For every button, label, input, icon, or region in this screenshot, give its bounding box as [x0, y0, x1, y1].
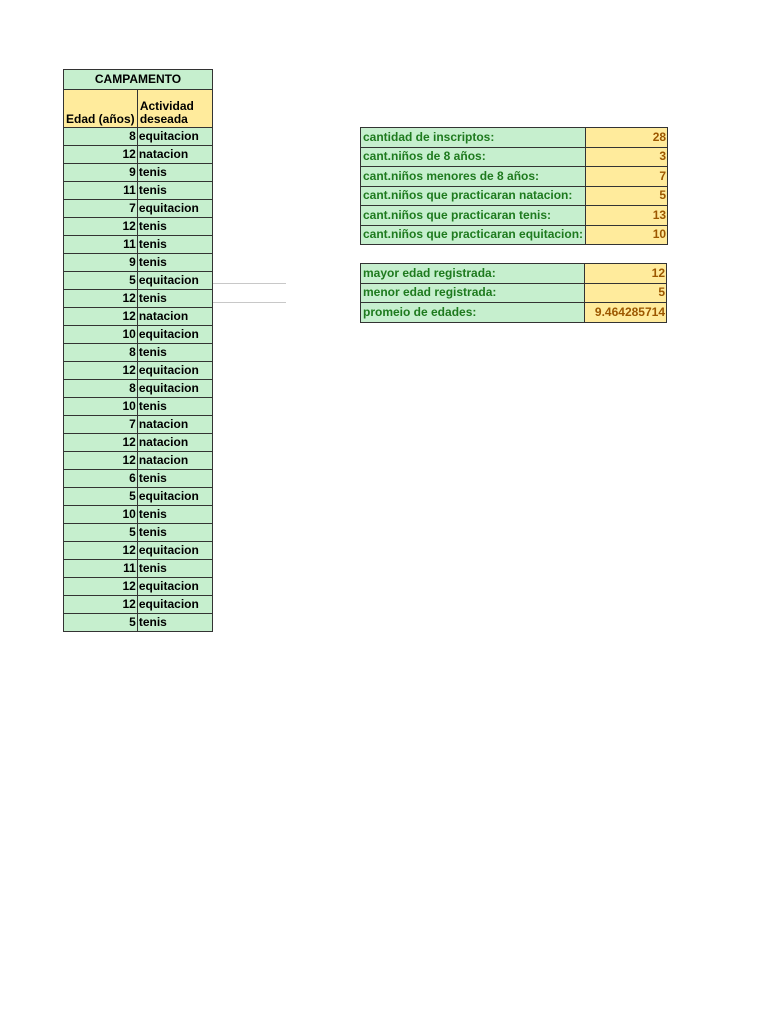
stats-row [361, 167, 668, 187]
stats-row [361, 186, 668, 206]
header-activity-line1: Actividad [139, 99, 194, 113]
activity-cell[interactable]: tenis [137, 236, 212, 254]
table-row [64, 434, 213, 452]
age-cell[interactable]: 8 [64, 128, 138, 146]
activity-cell[interactable]: tenis [137, 470, 212, 488]
age-cell[interactable]: 8 [64, 380, 138, 398]
table-row [64, 200, 213, 218]
activity-cell[interactable]: tenis [137, 254, 212, 272]
age-cell[interactable]: 12 [64, 578, 138, 596]
age-cell[interactable]: 5 [64, 272, 138, 290]
age-cell[interactable]: 10 [64, 506, 138, 524]
age-cell[interactable]: 11 [64, 560, 138, 578]
stat-value-cell[interactable]: 28 [586, 128, 668, 148]
table-row [64, 308, 213, 326]
activity-cell[interactable]: equitacion [137, 362, 212, 380]
table-row [64, 506, 213, 524]
table-row [64, 560, 213, 578]
gridline [213, 283, 286, 284]
age-cell[interactable]: 12 [64, 542, 138, 560]
header-row [64, 90, 213, 128]
stats-table-ages [360, 263, 667, 323]
stat-value-cell[interactable]: 12 [585, 264, 667, 284]
activity-cell[interactable]: tenis [137, 398, 212, 416]
stat-value-cell[interactable]: 7 [586, 167, 668, 187]
activity-cell[interactable]: equitacion [137, 272, 212, 290]
stat-value-cell[interactable]: 5 [585, 283, 667, 303]
stat-value-cell[interactable]: 9.464285714 [585, 303, 667, 323]
stats-row [361, 147, 668, 167]
activity-cell[interactable]: tenis [137, 614, 212, 632]
stat-label-cell[interactable]: mayor edad registrada: [361, 264, 585, 284]
table-row [64, 452, 213, 470]
header-age[interactable]: Edad (años) [64, 90, 138, 128]
table-row [64, 380, 213, 398]
table-row [64, 614, 213, 632]
age-cell[interactable]: 12 [64, 308, 138, 326]
stat-label-cell[interactable]: promeio de edades: [361, 303, 585, 323]
activity-cell[interactable]: natacion [137, 452, 212, 470]
table-row [64, 182, 213, 200]
age-cell[interactable]: 5 [64, 488, 138, 506]
table-row [64, 542, 213, 560]
activity-cell[interactable]: tenis [137, 344, 212, 362]
stat-label-cell[interactable]: cant.niños que practicaran equitacion: [361, 225, 586, 245]
header-activity[interactable] [137, 90, 212, 128]
table-row [64, 416, 213, 434]
table-row [64, 326, 213, 344]
table-row [64, 254, 213, 272]
stat-label-cell[interactable]: cantidad de inscriptos: [361, 128, 586, 148]
activity-cell[interactable]: natacion [137, 434, 212, 452]
stats-row [361, 225, 668, 245]
activity-cell[interactable]: tenis [137, 164, 212, 182]
table-row [64, 128, 213, 146]
table-row [64, 236, 213, 254]
table-row [64, 470, 213, 488]
stat-label-cell[interactable]: cant.niños menores de 8 años: [361, 167, 586, 187]
table-row [64, 344, 213, 362]
table-title[interactable]: CAMPAMENTO [64, 70, 213, 90]
activity-cell[interactable]: equitacion [137, 578, 212, 596]
stat-label-cell[interactable]: cant.niños que practicaran natacion: [361, 186, 586, 206]
activity-cell[interactable]: equitacion [137, 200, 212, 218]
stats-row [361, 303, 667, 323]
stat-value-cell[interactable]: 5 [586, 186, 668, 206]
stats-row [361, 283, 667, 303]
stat-label-cell[interactable]: cant.niños que practicaran tenis: [361, 206, 586, 226]
stats-row [361, 264, 667, 284]
activity-cell[interactable]: equitacion [137, 128, 212, 146]
campamento-table [63, 69, 213, 632]
stats-table-counts [360, 127, 668, 245]
activity-cell[interactable]: tenis [137, 290, 212, 308]
age-cell[interactable]: 12 [64, 596, 138, 614]
activity-cell[interactable]: tenis [137, 524, 212, 542]
age-cell[interactable]: 5 [64, 614, 138, 632]
table-row [64, 398, 213, 416]
table-row [64, 362, 213, 380]
activity-cell[interactable]: natacion [137, 308, 212, 326]
age-cell[interactable]: 7 [64, 200, 138, 218]
age-cell[interactable]: 8 [64, 344, 138, 362]
stats-row [361, 128, 668, 148]
table-title-row [64, 70, 213, 90]
header-activity-line2: deseada [139, 112, 188, 126]
age-cell[interactable]: 12 [64, 146, 138, 164]
age-cell[interactable]: 6 [64, 470, 138, 488]
activity-cell[interactable]: tenis [137, 506, 212, 524]
stat-label-cell[interactable]: cant.niños de 8 años: [361, 147, 586, 167]
age-cell[interactable]: 12 [64, 452, 138, 470]
table-row [64, 272, 213, 290]
table-row [64, 578, 213, 596]
age-cell[interactable]: 9 [64, 164, 138, 182]
age-cell[interactable]: 12 [64, 434, 138, 452]
age-cell[interactable]: 9 [64, 254, 138, 272]
table-row [64, 488, 213, 506]
stat-value-cell[interactable]: 13 [586, 206, 668, 226]
table-row [64, 218, 213, 236]
age-cell[interactable]: 10 [64, 398, 138, 416]
table-row [64, 164, 213, 182]
activity-cell[interactable]: equitacion [137, 326, 212, 344]
activity-cell[interactable]: natacion [137, 416, 212, 434]
stat-label-cell[interactable]: menor edad registrada: [361, 283, 585, 303]
table-row [64, 290, 213, 308]
activity-cell[interactable]: equitacion [137, 542, 212, 560]
age-cell[interactable]: 11 [64, 236, 138, 254]
table-row [64, 146, 213, 164]
table-row [64, 596, 213, 614]
activity-cell[interactable]: equitacion [137, 488, 212, 506]
stat-value-cell[interactable]: 3 [586, 147, 668, 167]
activity-cell[interactable]: tenis [137, 560, 212, 578]
age-cell[interactable]: 11 [64, 182, 138, 200]
age-cell[interactable]: 12 [64, 290, 138, 308]
gridline [213, 302, 286, 303]
age-cell[interactable]: 7 [64, 416, 138, 434]
age-cell[interactable]: 12 [64, 362, 138, 380]
activity-cell[interactable]: equitacion [137, 380, 212, 398]
table-row [64, 524, 213, 542]
age-cell[interactable]: 10 [64, 326, 138, 344]
stats-row [361, 206, 668, 226]
activity-cell[interactable]: equitacion [137, 596, 212, 614]
age-cell[interactable]: 5 [64, 524, 138, 542]
activity-cell[interactable]: tenis [137, 218, 212, 236]
activity-cell[interactable]: tenis [137, 182, 212, 200]
stat-value-cell[interactable]: 10 [586, 225, 668, 245]
age-cell[interactable]: 12 [64, 218, 138, 236]
activity-cell[interactable]: natacion [137, 146, 212, 164]
